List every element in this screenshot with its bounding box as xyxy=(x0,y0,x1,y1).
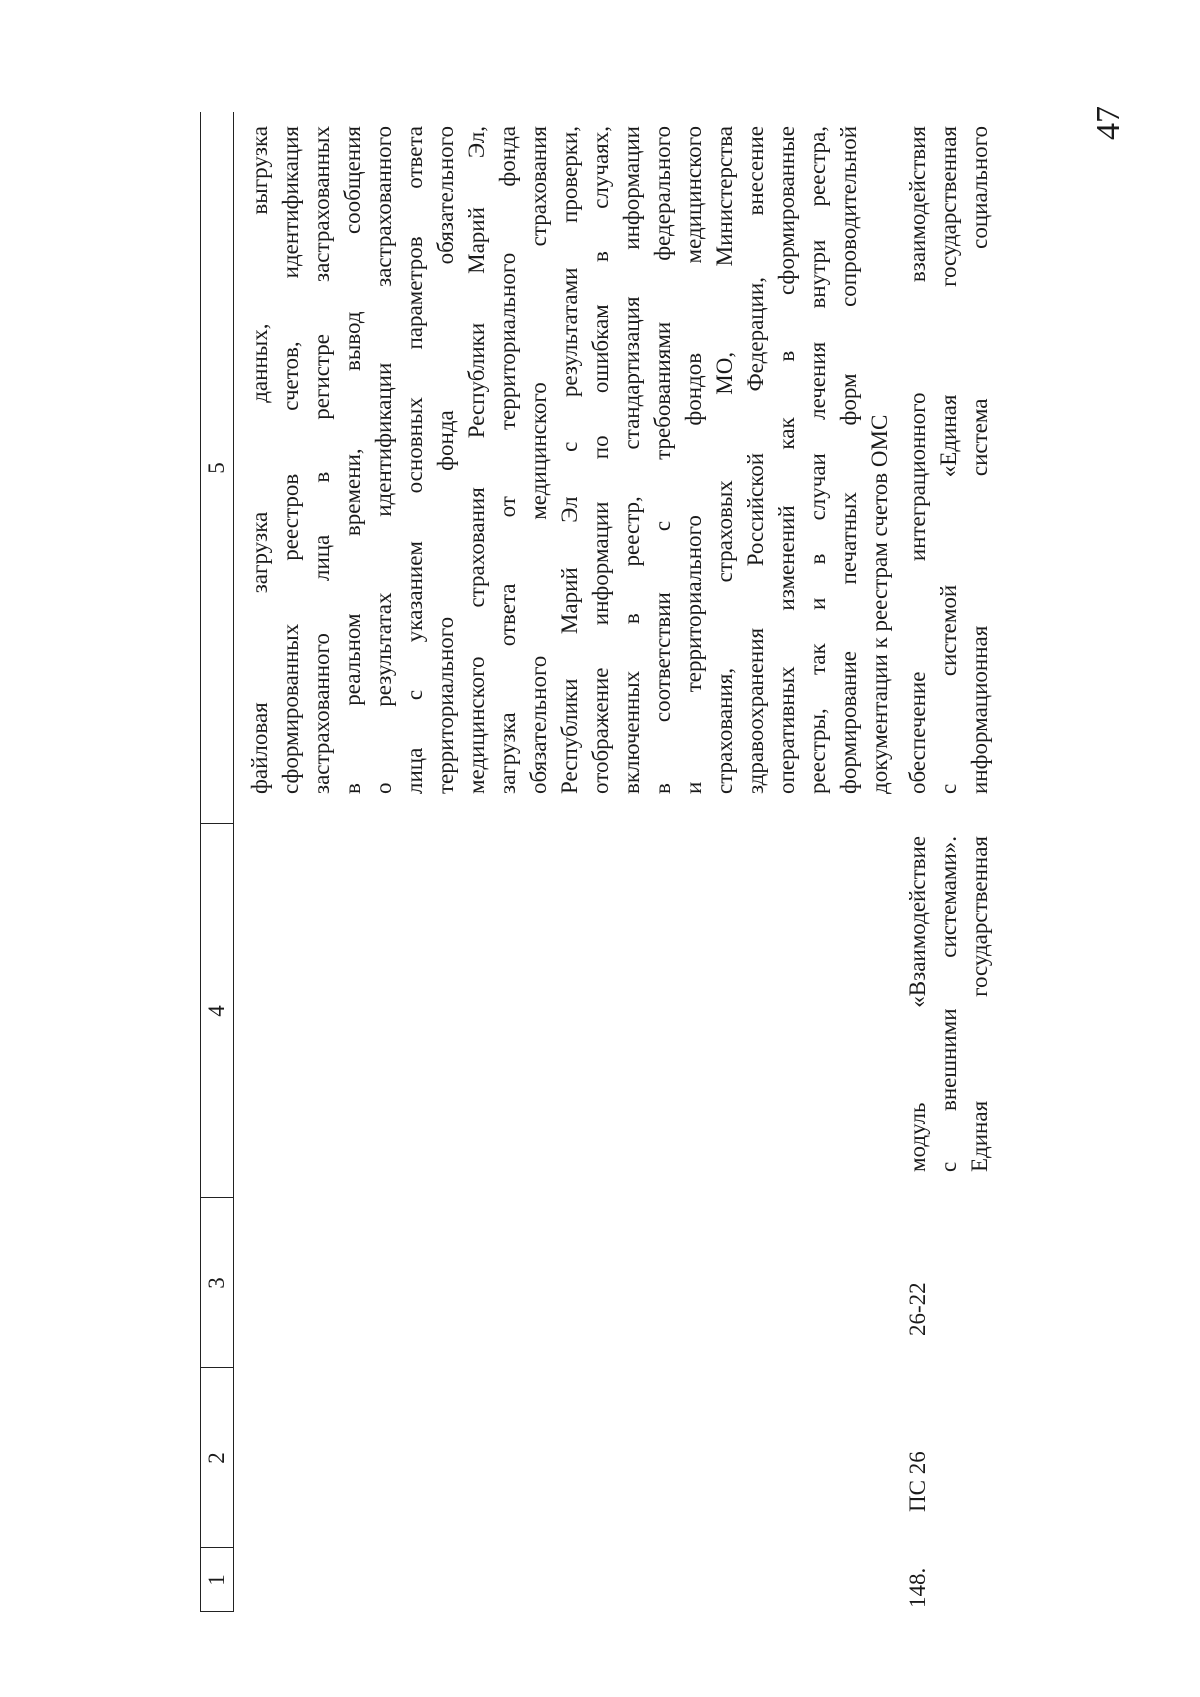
table-header-row xyxy=(200,112,234,1612)
text-line: отображение информации по ошибкам в случаях, xyxy=(588,126,613,794)
row-system: ПС 26 xyxy=(905,1451,930,1512)
text-line: Единая государственная xyxy=(967,836,992,1172)
text-line: включенных в реестр, стандартизация информации xyxy=(619,126,644,794)
text-line: реестры, так и в случаи лечения внутри реестра, xyxy=(805,126,830,794)
text-line: Республики Марий Эл с результатами проверки, xyxy=(557,126,582,794)
text-line: территориального фонда обязательного xyxy=(433,126,458,794)
text-line: сформированных реестров счетов, идентификация xyxy=(278,126,303,794)
header-col-3: 3 xyxy=(204,1277,229,1289)
text-line: информационная система социального xyxy=(967,126,992,794)
text-line: медицинского страхования Республики Марий Эл, xyxy=(464,126,489,794)
text-line: загрузка ответа от территориального фонда xyxy=(495,126,520,794)
text-line: модуль «Взаимодействие xyxy=(905,836,930,1172)
row-number: 148. xyxy=(905,1567,930,1608)
text-line: с системой «Единая государственная xyxy=(936,126,961,794)
text-line: в реальном времени, вывод сообщения xyxy=(340,126,365,794)
text-line: здравоохранения Российской Федерации, внесение xyxy=(743,126,768,794)
row-description-cell xyxy=(902,126,995,794)
text-line: обязательного медицинского страхования xyxy=(526,126,551,794)
text-line: обеспечение интеграционного взаимодействия xyxy=(905,126,930,794)
header-col-1: 1 xyxy=(204,1574,229,1586)
header-col-2: 2 xyxy=(204,1452,229,1464)
header-col-5: 5 xyxy=(204,462,229,474)
text-line: с внешними системами». xyxy=(936,836,961,1172)
continued-description-cell xyxy=(244,126,895,794)
text-line: формирование печатных форм сопроводительной xyxy=(836,126,861,794)
text-line: застрахованного лица в регистре застрахованных xyxy=(309,126,334,794)
table xyxy=(200,112,1060,1612)
page-number: 47 xyxy=(1090,106,1127,140)
text-line: в соответствии с требованиями федерального xyxy=(650,126,675,794)
text-line: документации к реестрам счетов ОМС xyxy=(867,414,892,794)
text-line: страхования, страховых МО, Министерства xyxy=(712,126,737,794)
row-code: 26-22 xyxy=(905,1282,930,1336)
text-line: оперативных изменений как в сформированные xyxy=(774,126,799,794)
text-line: лица с указанием основных параметров ответа xyxy=(402,126,427,794)
text-line: о результатах идентификации застрахованного xyxy=(371,126,396,794)
text-line: и территориального фондов медицинского xyxy=(681,126,706,794)
text-line: файловая загрузка данных, выгрузка xyxy=(247,126,272,794)
row-module-cell xyxy=(902,836,995,1172)
header-col-4: 4 xyxy=(204,1005,229,1017)
